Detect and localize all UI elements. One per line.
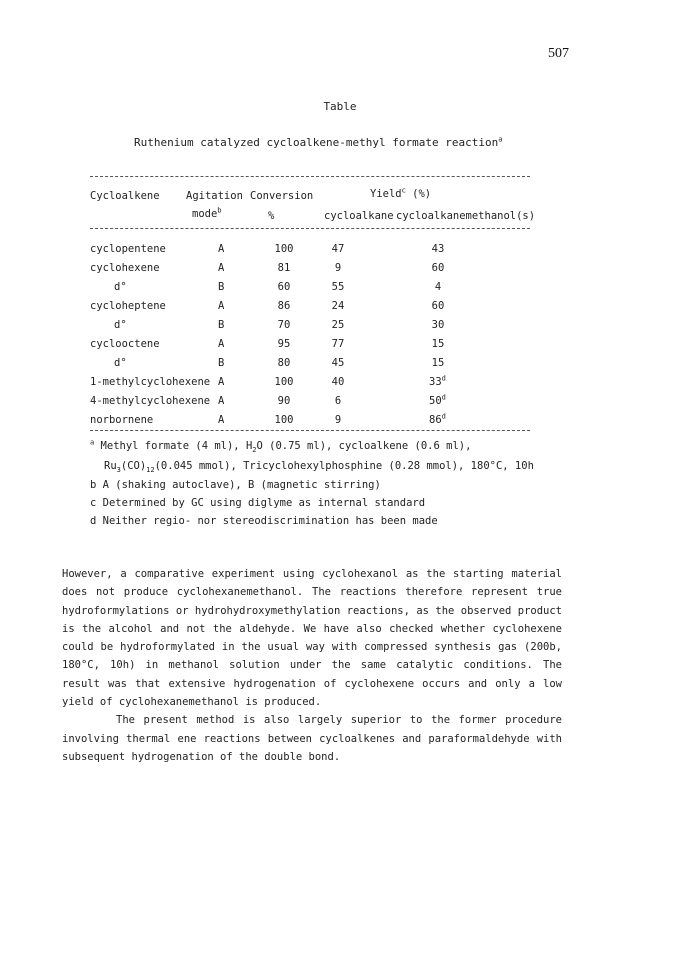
table-row-1-methanol: 43 xyxy=(431,243,445,255)
header-cycloalkane: cycloalkane xyxy=(324,210,394,222)
table-row-4-mode: A xyxy=(218,300,225,312)
table-row-10-mode: A xyxy=(218,414,225,426)
table-row-7-cycloalkane: 45 xyxy=(331,357,345,369)
table-title: Table xyxy=(323,100,357,113)
table-row-9-mode: A xyxy=(218,395,225,407)
table-row-6-methanol: 15 xyxy=(431,338,445,350)
header-cycloalkene: Cycloalkene xyxy=(90,190,160,202)
table-row-8-methanol-cell xyxy=(429,375,446,389)
table-row-1-conversion: 100 xyxy=(274,243,294,255)
table-row-5-methanol: 30 xyxy=(431,319,445,331)
header-mode-label: mode xyxy=(192,208,218,220)
header-yield-label: Yield xyxy=(370,188,402,200)
header-yield xyxy=(370,188,431,200)
table-row-9-cycloalkane: 6 xyxy=(334,395,342,407)
header-conversion: Conversion xyxy=(250,190,314,202)
table-caption-text: Ruthenium catalyzed cycloalkene-methyl formate reaction xyxy=(134,136,499,149)
header-yield-unit: (%) xyxy=(412,188,432,200)
table-row-8-cycloalkane: 40 xyxy=(331,376,345,388)
table-row-10-methanol: 86 xyxy=(429,414,442,426)
caption-note: a xyxy=(498,135,503,144)
table-row-6-cycloalkane: 77 xyxy=(331,338,345,350)
header-agitation: Agitation xyxy=(186,190,243,202)
table-row-8-mode: A xyxy=(218,376,225,388)
header-methanol: cycloalkanemethanol(s) xyxy=(396,210,536,222)
table-row-6-mode: A xyxy=(218,338,225,350)
mode-note: b xyxy=(217,206,222,215)
table-caption xyxy=(134,136,502,149)
table-row-10-note: d xyxy=(441,412,446,421)
footnote-d: d Neither regio- nor stereodiscrimination has been made xyxy=(90,515,438,527)
table-row-2-name: cyclohexene xyxy=(90,262,160,274)
table-row-7-name: d° xyxy=(114,357,127,369)
footnote-a-mark: a xyxy=(90,438,95,447)
table-row-3-mode: B xyxy=(218,281,225,293)
footnote-c: c Determined by GC using diglyme as internal standard xyxy=(90,497,426,509)
footnote-a-text-5: (0.045 mmol), Tricyclohexylphosphine (0.28 mmol), 180°C, 10h xyxy=(154,460,534,472)
table-row-9-methanol-cell xyxy=(429,394,446,408)
table-row-10-name: norbornene xyxy=(90,414,154,426)
footnote-a-sub-3: 12 xyxy=(146,466,155,475)
table-row-3-conversion: 60 xyxy=(277,281,291,293)
body-text xyxy=(62,565,562,766)
footnote-a xyxy=(90,438,472,455)
table-row-2-conversion: 81 xyxy=(277,262,291,274)
table-row-3-methanol: 4 xyxy=(434,281,442,293)
table-row-10-conversion: 100 xyxy=(274,414,294,426)
table-row-5-cycloalkane: 25 xyxy=(331,319,345,331)
table-row-1-mode: A xyxy=(218,243,225,255)
footnote-a-text-1: Methyl formate (4 ml), H xyxy=(100,440,253,452)
table-row-4-name: cycloheptene xyxy=(90,300,166,312)
table-row-1-name: cyclopentene xyxy=(90,243,166,255)
table-row-8-name: 1-methylcyclohexene xyxy=(90,376,211,388)
table-row-3-name: d° xyxy=(114,281,127,293)
table-row-8-conversion: 100 xyxy=(274,376,294,388)
table-row-6-name: cyclooctene xyxy=(90,338,160,350)
table-row-10-cycloalkane: 9 xyxy=(334,414,342,426)
table-row-9-conversion: 90 xyxy=(277,395,291,407)
header-percent: % xyxy=(268,210,275,222)
table-row-7-mode: B xyxy=(218,357,225,369)
table-row-6-conversion: 95 xyxy=(277,338,291,350)
rule-top xyxy=(90,176,530,177)
table-row-2-cycloalkane: 9 xyxy=(334,262,342,274)
table-row-8-methanol: 33 xyxy=(429,376,442,388)
table-row-3-cycloalkane: 55 xyxy=(331,281,345,293)
table-row-4-cycloalkane: 24 xyxy=(331,300,345,312)
yield-note: c xyxy=(401,186,406,195)
rule-mid xyxy=(90,228,530,229)
table-row-5-mode: B xyxy=(218,319,225,331)
footnote-a-sub-1: 2 xyxy=(252,446,257,455)
rule-bottom xyxy=(90,430,530,431)
footnote-a-text-3: Ru xyxy=(104,460,117,472)
table-row-4-methanol: 60 xyxy=(431,300,445,312)
table-row-2-mode: A xyxy=(218,262,225,274)
table-row-9-name: 4-methylcyclohexene xyxy=(90,395,211,407)
footnote-b: b A (shaking autoclave), B (magnetic stirring) xyxy=(90,479,381,491)
paragraph-2: The present method is also largely superior to the former procedure involving thermal ene reactions between cycloalkenes and paraformaldehyde with subsequent hydrogenation of the double bond. xyxy=(62,714,562,763)
table-row-2-methanol: 60 xyxy=(431,262,445,274)
table-row-9-note: d xyxy=(441,393,446,402)
table-row-9-methanol: 50 xyxy=(429,395,442,407)
footnote-a-text-4: (CO) xyxy=(120,460,147,472)
header-mode xyxy=(192,208,222,220)
table-row-7-methanol: 15 xyxy=(431,357,445,369)
table-row-5-name: d° xyxy=(114,319,127,331)
table-row-8-note: d xyxy=(441,374,446,383)
table-row-10-methanol-cell xyxy=(429,413,446,427)
paragraph-1: However, a comparative experiment using cyclohexanol as the starting material does not produce cyclohexanemethanol. The reactions therefore represent true hydroformylations or hydrohydroxymethylation reactions, as the observed product is the alcohol and not the aldehyde. We have also checked whether cyclohexene could be hydroformylated in the usual way with compressed synthesis gas (200b, 180°C, 10h) in methanol solution under the same catalytic conditions. The result was that extensive hydrogenation of cyclohexene occurs and only a low yield of cyclohexanemethanol is produced. xyxy=(62,568,562,709)
table-row-4-conversion: 86 xyxy=(277,300,291,312)
footnote-a-text-2: O (0.75 ml), cycloalkene (0.6 ml), xyxy=(256,440,472,452)
table-row-1-cycloalkane: 47 xyxy=(331,243,345,255)
page-number: 507 xyxy=(548,46,569,61)
footnote-a-sub-2: 3 xyxy=(116,466,121,475)
table-row-5-conversion: 70 xyxy=(277,319,291,331)
footnote-a-line2 xyxy=(104,460,534,475)
table-row-7-conversion: 80 xyxy=(277,357,291,369)
